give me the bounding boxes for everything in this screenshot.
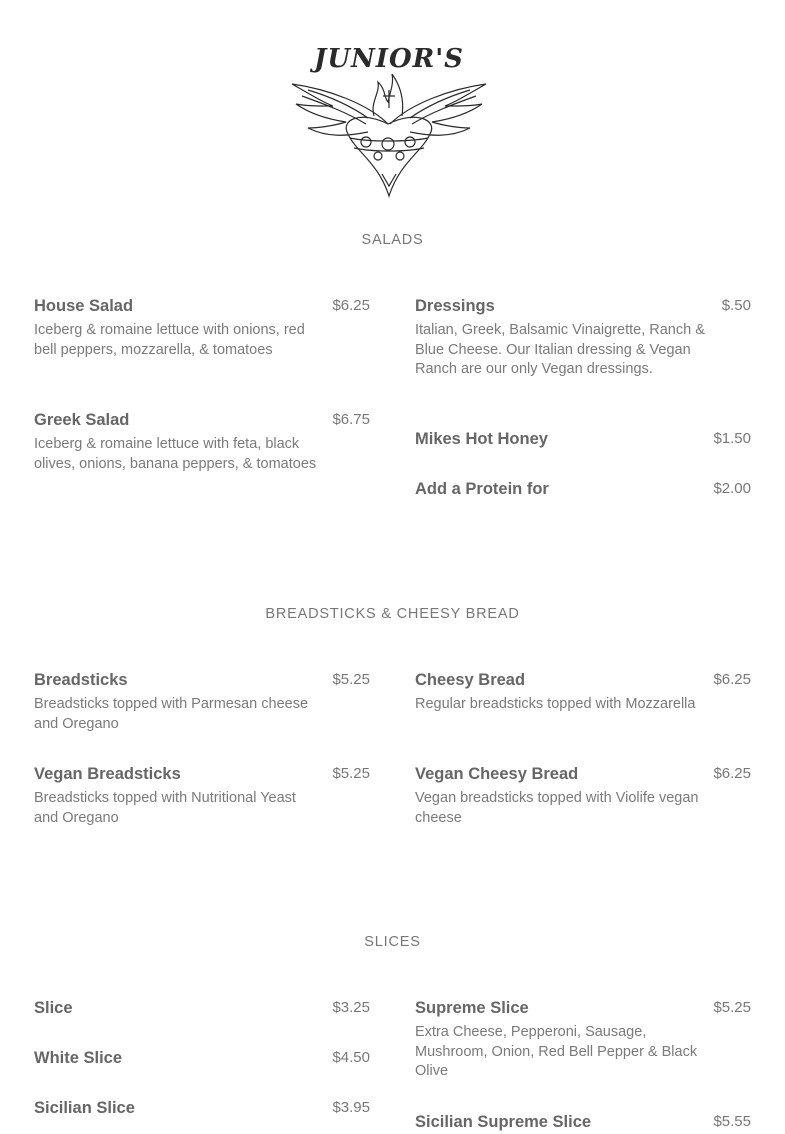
item-price: $5.25 <box>332 671 370 688</box>
item-price: $6.25 <box>332 297 370 314</box>
item-description: Iceberg & romaine lettuce with feta, black olives, onions, banana peppers, & tomatoes <box>34 436 317 472</box>
item-price: $6.75 <box>332 411 370 428</box>
item-price: $5.55 <box>713 1113 751 1130</box>
item-name: Greek Salad <box>34 411 130 429</box>
item-price: $3.95 <box>332 1099 370 1116</box>
section-title-salads: SALADS <box>361 232 424 248</box>
item-description: Iceberg & romaine lettuce with onions, red bell peppers, mozzarella, & tomatoes <box>34 322 305 358</box>
item-price: $4.50 <box>332 1049 370 1066</box>
item-description: Breadsticks topped with Nutritional Yeast and Oregano <box>34 790 296 826</box>
item-price: $5.25 <box>713 999 751 1016</box>
item-price: $2.00 <box>713 480 751 497</box>
item-name: Supreme Slice <box>415 999 529 1017</box>
item-name: Vegan Breadsticks <box>34 765 181 783</box>
item-description: Breadsticks topped with Parmesan cheese and Oregano <box>34 696 309 732</box>
item-name: Add a Protein for <box>415 480 549 498</box>
item-price: $.50 <box>721 297 751 314</box>
item-name: House Salad <box>34 297 134 315</box>
item-price: $6.25 <box>713 765 751 782</box>
item-price: $5.25 <box>332 765 370 782</box>
item-name: Dressings <box>415 297 495 315</box>
item-name: Cheesy Bread <box>415 671 526 689</box>
item-price: $3.25 <box>332 999 370 1016</box>
item-name: Breadsticks <box>34 671 128 689</box>
logo <box>288 44 490 202</box>
item-description: Extra Cheese, Pepperoni, Sausage, Mushroom, Onion, Red Bell Pepper & Black Olive <box>415 1024 698 1080</box>
item-name: Sicilian Supreme Slice <box>415 1113 592 1131</box>
item-price: $6.25 <box>713 671 751 688</box>
item-name: Mikes Hot Honey <box>415 430 548 448</box>
item-name: Sicilian Slice <box>34 1099 135 1117</box>
section-title-bread: BREADSTICKS & CHEESY BREAD <box>265 606 520 622</box>
item-description: Regular breadsticks topped with Mozzarella <box>415 696 696 712</box>
logo-text: JUNIOR'S <box>314 44 464 74</box>
item-name: Slice <box>34 999 73 1017</box>
item-name: White Slice <box>34 1049 123 1067</box>
item-description: Vegan breadsticks topped with Violife vegan cheese <box>415 790 699 826</box>
item-price: $1.50 <box>713 430 751 447</box>
item-description: Italian, Greek, Balsamic Vinaigrette, Ranch & Blue Cheese. Our Italian dressing & Vegan Ranch are our only Vegan dressings. <box>415 322 705 378</box>
item-name: Vegan Cheesy Bread <box>415 765 579 783</box>
section-title-slices: SLICES <box>364 934 421 950</box>
